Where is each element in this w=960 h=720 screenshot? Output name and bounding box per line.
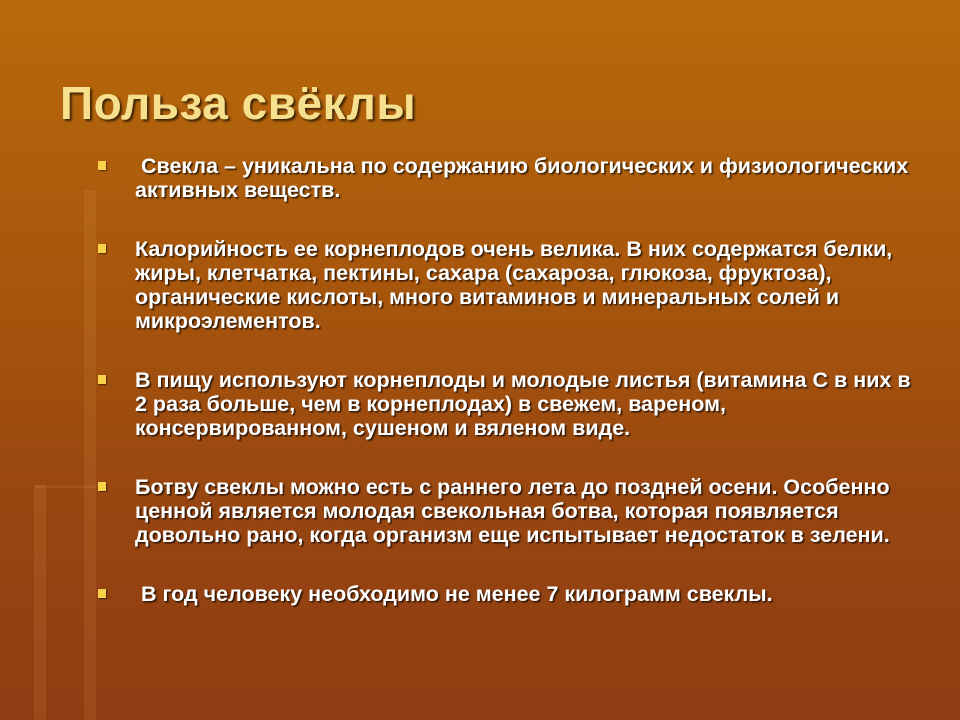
slide-title: Польза свёклы xyxy=(60,77,417,129)
bullet-item xyxy=(98,237,928,333)
bullet-text: Ботву свеклы можно есть с раннего лета до поздней осени. Особенно ценной является молодая свекольная ботва, которая появляется довольно рано, когда организм еще испытывает недостаток в зелени. xyxy=(135,475,890,547)
bullet-text: Свекла – уникальна по содержанию биологических и физиологических активных веществ. xyxy=(135,154,915,202)
bullet-square-icon xyxy=(98,244,106,253)
decorative-horizontal-line xyxy=(34,485,96,488)
bullet-text: Калорийность ее корнеплодов очень велика. В них содержатся белки, жиры, клетчатка, пектины, сахара (сахароза, глюкоза, фруктоза), органические кислоты, много витаминов и минеральных солей и микроэлементов. xyxy=(135,237,893,333)
decorative-vertical-line xyxy=(84,190,96,720)
bullet-text: В пищу используют корнеплоды и молодые листья (витамина С в них в 2 раза больше, чем в корнеплодах) в свежем, вареном, консервированном, сушеном и вяленом виде. xyxy=(135,368,911,440)
bullet-square-icon xyxy=(98,482,106,491)
bullet-text: В год человеку необходимо не менее 7 килограмм свеклы. xyxy=(135,582,773,606)
bullet-item xyxy=(98,368,928,440)
bullet-list xyxy=(98,154,928,641)
bullet-square-icon xyxy=(98,375,106,384)
bullet-item xyxy=(98,582,928,606)
bullet-square-icon xyxy=(98,589,106,598)
bullet-item xyxy=(98,154,928,202)
bullet-item xyxy=(98,475,928,547)
decorative-vertical-line-lower xyxy=(34,485,46,720)
bullet-square-icon xyxy=(98,161,106,170)
